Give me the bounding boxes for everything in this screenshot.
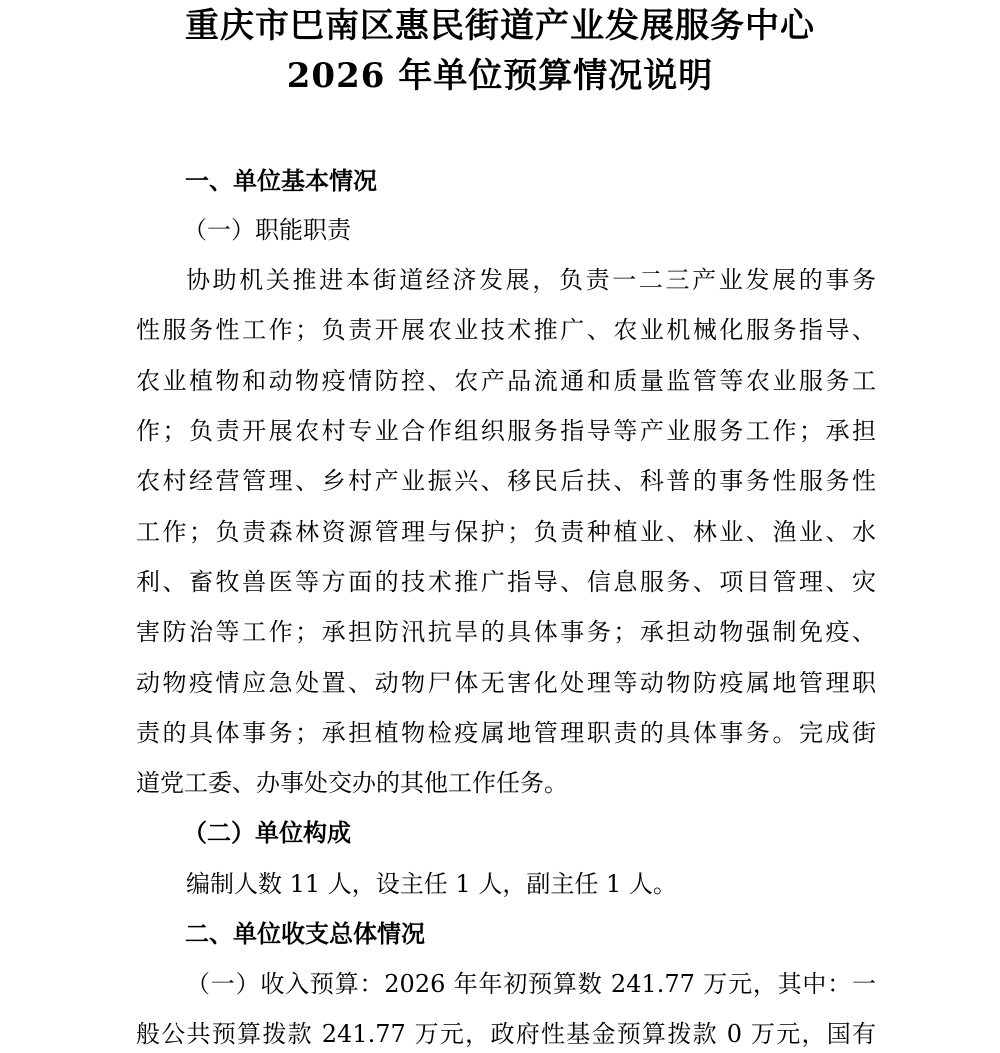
paragraph-line: 性服务性工作；负责开展农业技术推广、农业机械化服务指导、 (136, 316, 876, 344)
paragraph-line: 作；负责开展农村专业合作组织服务指导等产业服务工作；承担 (136, 417, 876, 445)
paragraph-line: 道党工委、办事处交办的其他工作任务。 (136, 769, 568, 797)
paragraph-line: 协助机关推进本街道经济发展，负责一二三产业发展的事务 (186, 266, 876, 294)
paragraph-line: 农业植物和动物疫情防控、农产品流通和质量监管等农业服务工 (136, 367, 876, 395)
paragraph-line: 动物疫情应急处置、动物尸体无害化处理等动物防疫属地管理职 (136, 669, 876, 697)
paragraph-line: 利、畜牧兽医等方面的技术推广指导、信息服务、项目管理、灾 (136, 568, 876, 596)
section-heading-basic-info: 一、单位基本情况 (185, 167, 377, 195)
subsection-heading-composition: （二）单位构成 (183, 819, 351, 847)
paragraph-line: 害防治等工作；承担防汛抗旱的具体事务；承担动物强制免疫、 (136, 618, 876, 646)
paragraph-line: 工作；负责森林资源管理与保护；负责种植业、林业、渔业、水 (136, 518, 876, 546)
document-title-line-1: 重庆市巴南区惠民街道产业发展服务中心 (185, 6, 815, 46)
paragraph-line: 般公共预算拨款 241.77 万元，政府性基金预算拨款 0 万元，国有 (136, 1020, 876, 1048)
paragraph-line: 农村经营管理、乡村产业振兴、移民后扶、科普的事务性服务性 (136, 467, 876, 495)
paragraph-staffing: 编制人数 11 人，设主任 1 人，副主任 1 人。 (186, 870, 677, 898)
subsection-heading-functions: （一）职能职责 (183, 216, 351, 244)
section-heading-budget-overview: 二、单位收支总体情况 (185, 920, 425, 948)
paragraph-line: （一）收入预算：2026 年年初预算数 241.77 万元，其中：一 (186, 970, 876, 998)
document-title-line-2: 2026 年单位预算情况说明 (286, 56, 714, 96)
paragraph-line: 责的具体事务；承担植物检疫属地管理职责的具体事务。完成街 (136, 719, 876, 747)
